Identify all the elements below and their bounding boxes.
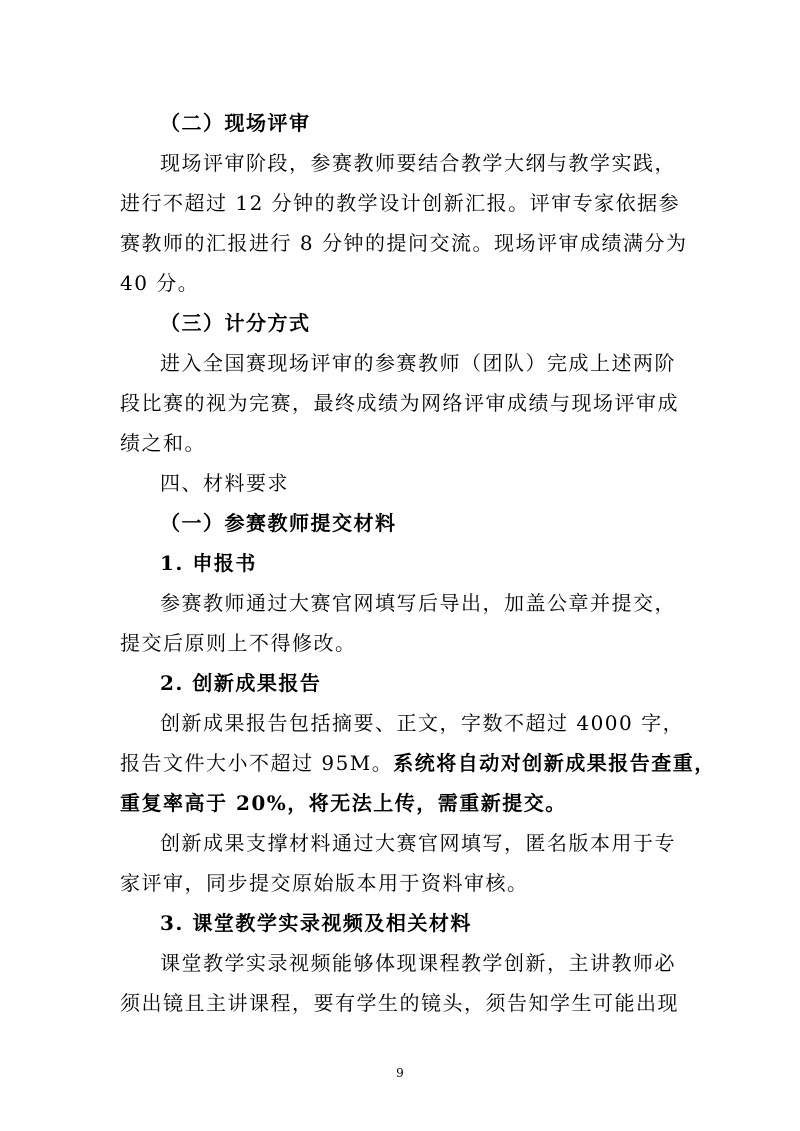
paragraph-line: 创新成果报告包括摘要、正文，字数不超过 4000 字， xyxy=(160,711,685,735)
paragraph-line-bold: 重复率高于 20%，将无法上传，需重新提交。 xyxy=(120,791,567,815)
paragraph-line: 绩之和。 xyxy=(120,431,206,455)
paragraph-line: 提交后原则上不得修改。 xyxy=(120,631,357,655)
section-heading-material-requirements: 四、材料要求 xyxy=(160,471,289,495)
page-number: 9 xyxy=(396,1066,404,1080)
section-heading-onsite-review: （二）现场评审 xyxy=(160,111,311,135)
item-heading-application-form: 1. 申报书 xyxy=(160,551,257,575)
sub-heading-teacher-materials: （一）参赛教师提交材料 xyxy=(160,511,397,535)
paragraph-line: 创新成果支撑材料通过大赛官网填写，匿名版本用于专 xyxy=(160,831,676,855)
paragraph-line: 家评审，同步提交原始版本用于资料审核。 xyxy=(120,871,529,895)
normal-text: 报告文件大小不超过 95M。 xyxy=(120,751,394,775)
document-body xyxy=(120,103,716,1023)
paragraph-line: 40 分。 xyxy=(120,271,200,295)
item-heading-classroom-video: 3. 课堂教学实录视频及相关材料 xyxy=(160,911,472,935)
bold-text: 系统将自动对创新成果报告查重， xyxy=(393,751,716,775)
paragraph-line: 赛教师的汇报进行 8 分钟的提问交流。现场评审成绩满分为 xyxy=(120,231,688,255)
paragraph-line: 进行不超过 12 分钟的教学设计创新汇报。评审专家依据参 xyxy=(120,191,681,215)
paragraph-line: 参赛教师通过大赛官网填写后导出，加盖公章并提交， xyxy=(160,591,676,615)
paragraph-line: 课堂教学实录视频能够体现课程教学创新，主讲教师必 xyxy=(160,951,676,975)
paragraph-line: 段比赛的视为完赛，最终成绩为网络评审成绩与现场评审成 xyxy=(120,391,679,415)
item-heading-innovation-report: 2. 创新成果报告 xyxy=(160,671,322,695)
paragraph-line: 现场评审阶段，参赛教师要结合教学大纲与教学实践， xyxy=(160,151,676,175)
paragraph-line: 进入全国赛现场评审的参赛教师（团队）完成上述两阶 xyxy=(160,351,676,375)
section-heading-scoring-method: （三）计分方式 xyxy=(160,311,311,335)
paragraph-line: 须出镜且主讲课程，要有学生的镜头，须告知学生可能出现 xyxy=(120,991,679,1015)
paragraph-line-mixed xyxy=(120,743,716,783)
